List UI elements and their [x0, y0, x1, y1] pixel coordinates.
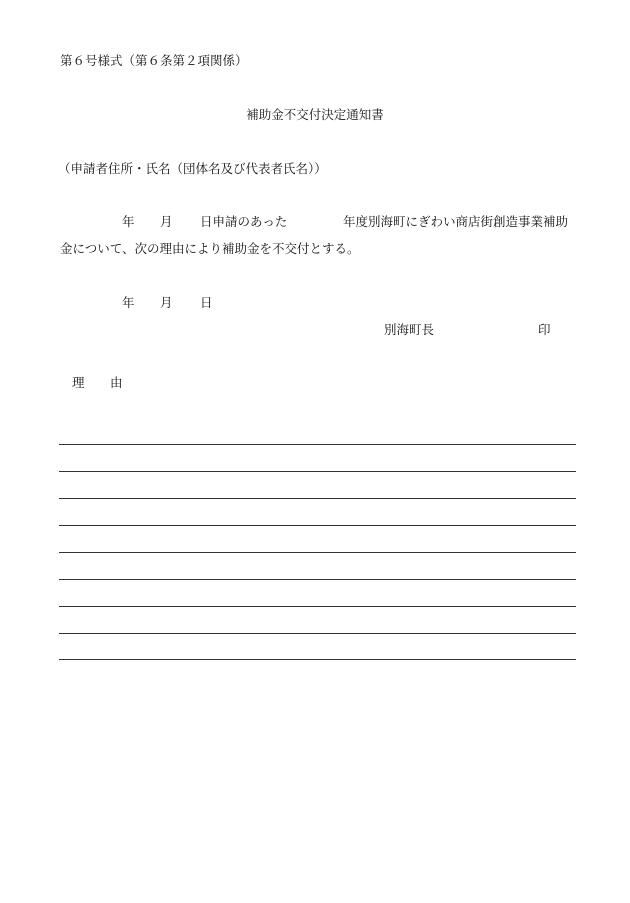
reason-line[interactable]	[59, 444, 576, 445]
notice-date	[0, 297, 630, 311]
body-month-label: 月	[160, 214, 173, 229]
reason-label	[0, 377, 630, 391]
reason-line[interactable]	[59, 606, 576, 607]
date-year-label: 年	[122, 295, 135, 310]
reason-line[interactable]	[59, 579, 576, 580]
issuer-title: 別海町長	[384, 322, 435, 337]
body-second-line: 金について、次の理由により補助金を不交付とする。	[60, 241, 360, 256]
reason-line[interactable]	[59, 633, 576, 634]
body-day-applied: 日申請のあった	[200, 214, 288, 229]
reason-char-2: 由	[110, 375, 123, 390]
reason-char-1: 理	[72, 375, 85, 390]
reason-line[interactable]	[59, 525, 576, 526]
document-title: 補助金不交付決定通知書	[246, 107, 384, 122]
body-year-label: 年	[122, 214, 135, 229]
reason-line[interactable]	[59, 471, 576, 472]
reason-line[interactable]	[59, 498, 576, 499]
date-month-label: 月	[160, 295, 173, 310]
applicant-info: （申請者住所・氏名（団体名及び代表者氏名））	[58, 161, 327, 176]
reason-line[interactable]	[59, 552, 576, 553]
body-project-text: 年度別海町にぎわい商店街創造事業補助	[343, 214, 569, 229]
reason-line[interactable]	[59, 659, 576, 660]
seal-mark: 印	[538, 322, 551, 337]
form-number: 第６号様式（第６条第２項関係）	[60, 53, 248, 68]
body-first-line	[0, 216, 630, 230]
date-day-label: 日	[200, 295, 213, 310]
